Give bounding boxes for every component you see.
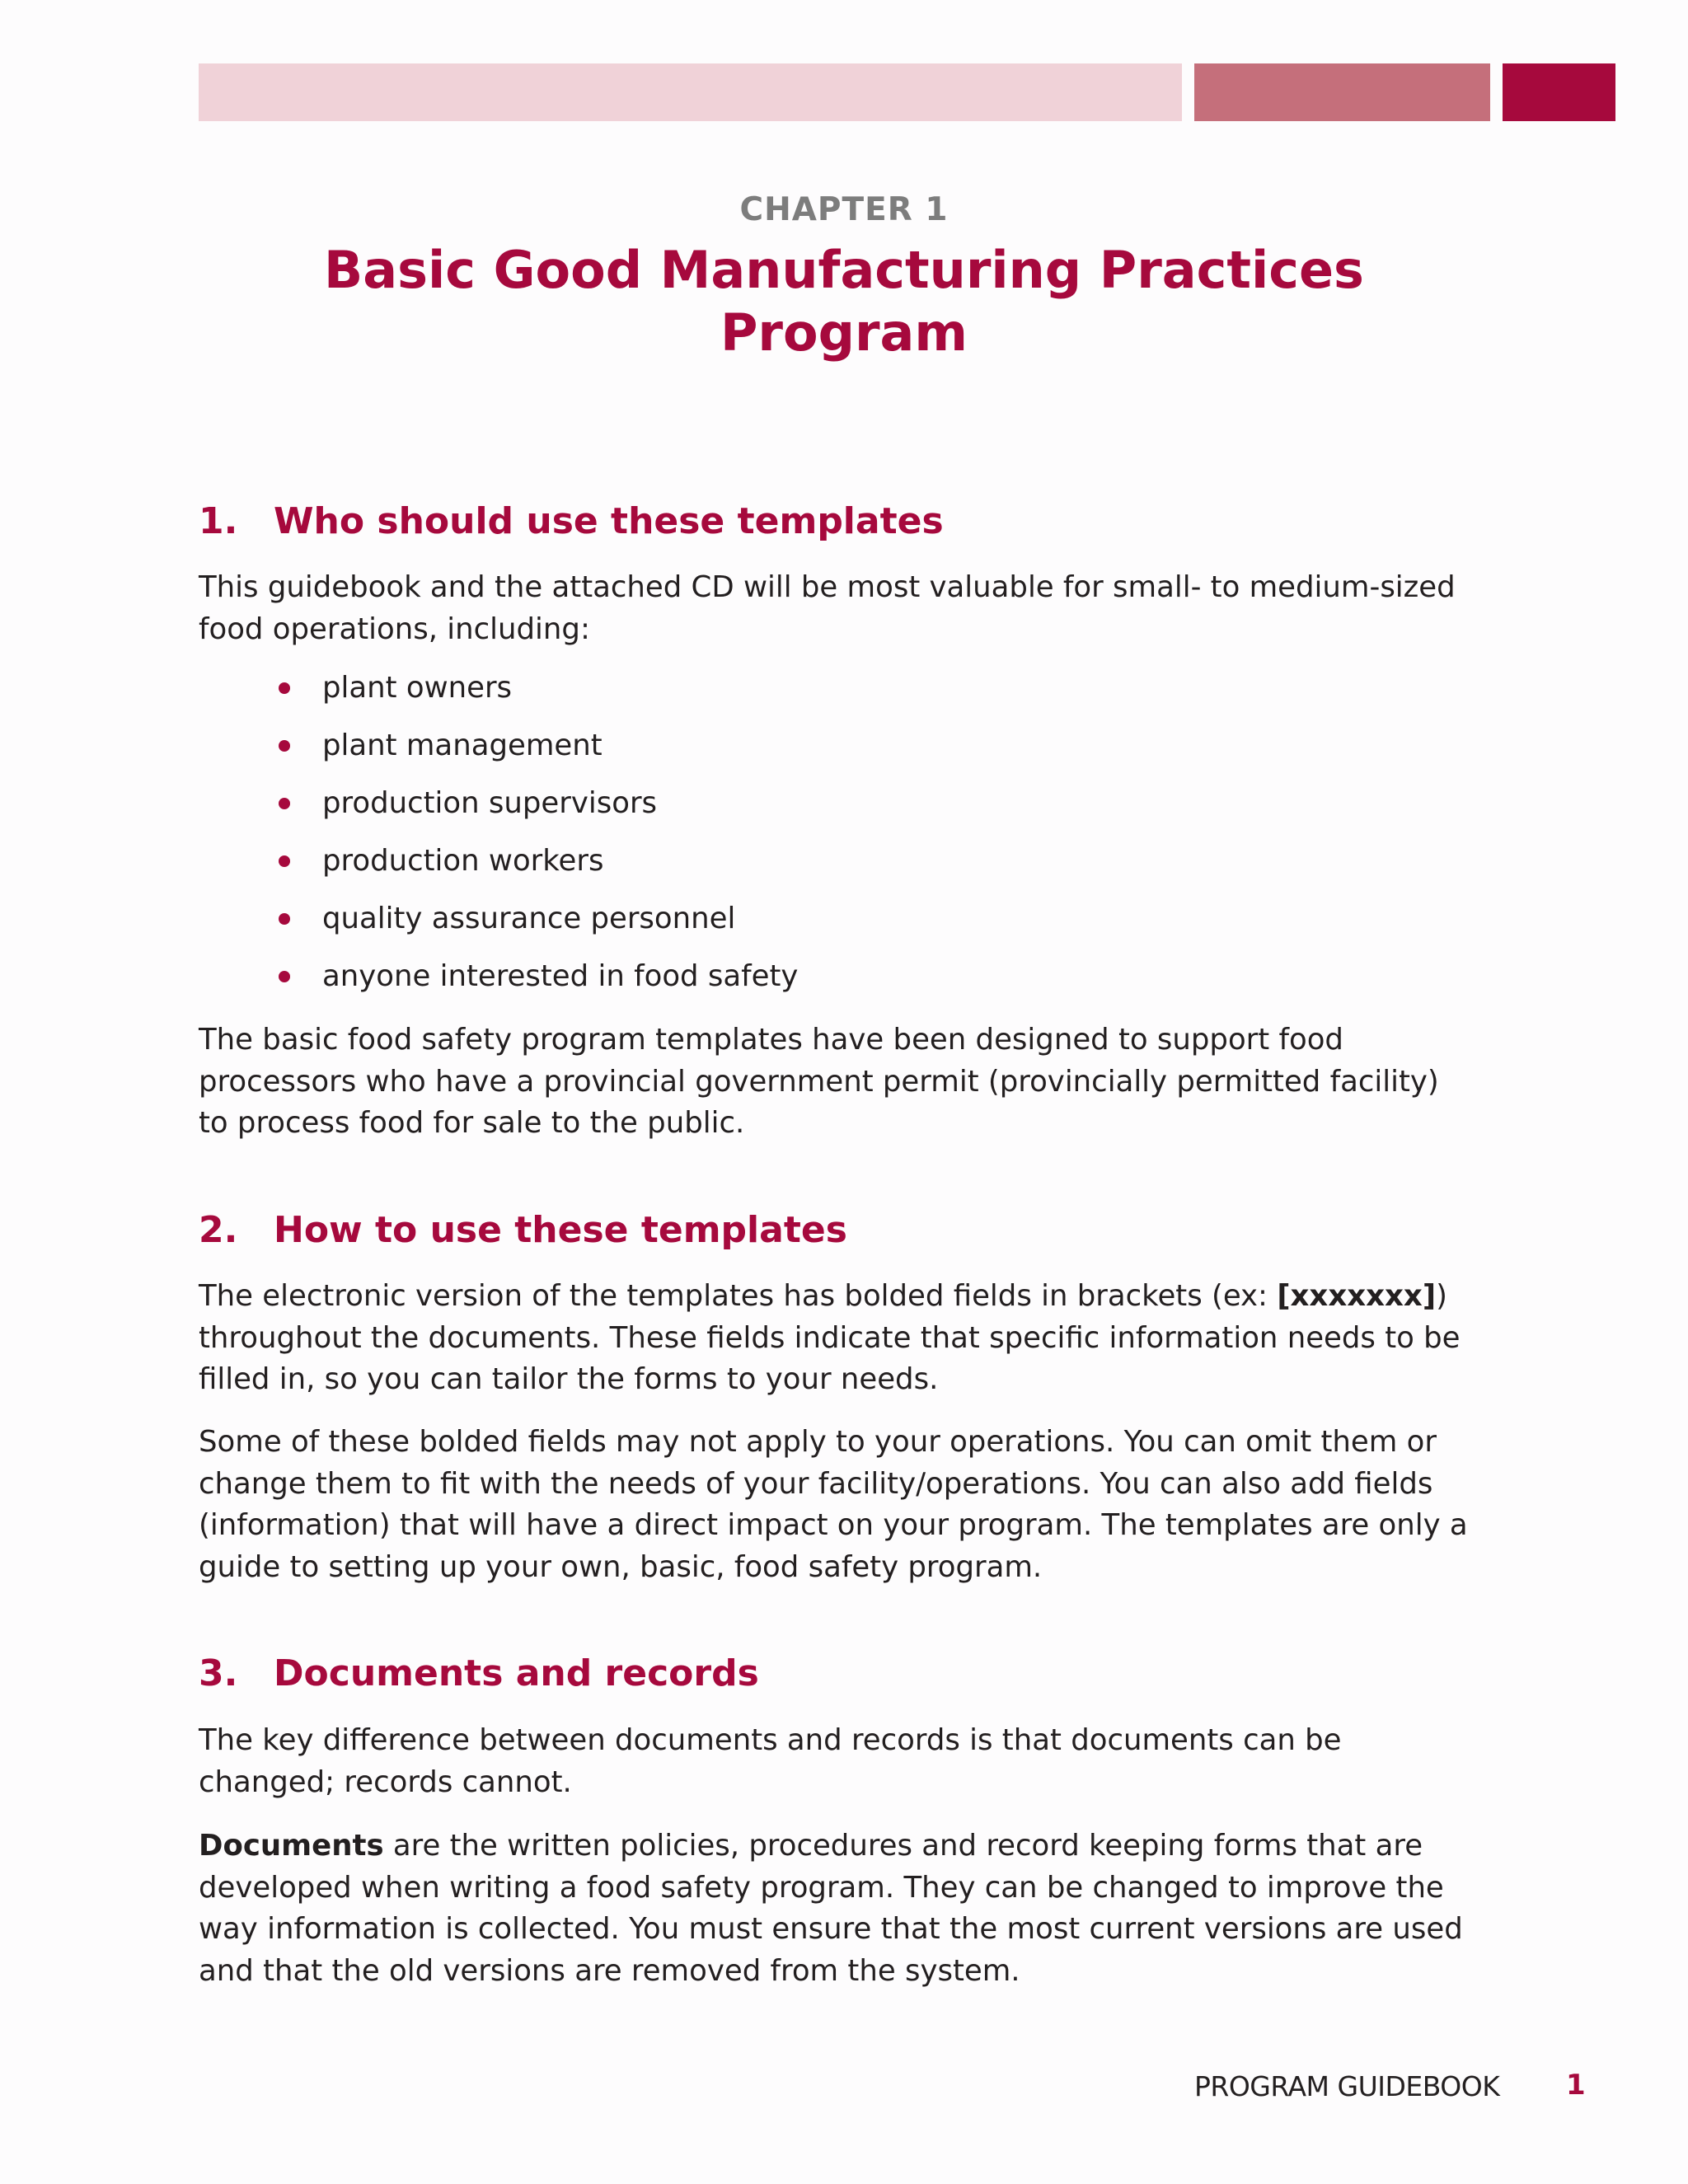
- header-band-mid: [1194, 63, 1490, 121]
- section-3-heading: [199, 1652, 759, 1694]
- bullet-icon: [279, 855, 290, 867]
- chapter-title-line2: Program: [720, 302, 968, 363]
- section-title: Who should use these templates: [274, 500, 944, 542]
- section-2-para-2: Some of these bolded fields may not apply to your operations. You can omit them or change them to fit with the needs of your facility/operations. You can also add fields (information) that will have a direct impact on your program. The templates are only a guide to setting up your own, basic, food safety program.: [199, 1425, 1468, 1584]
- chapter-title: [0, 239, 1688, 364]
- bullet-icon: [279, 682, 290, 694]
- bullet-icon: [279, 913, 290, 925]
- documents-term: Documents: [199, 1829, 384, 1863]
- section-title: How to use these templates: [274, 1209, 847, 1251]
- section-1-heading: [199, 500, 944, 542]
- section-2-para-1: The electronic version of the templates has bolded fields in brackets (ex: [xxxxxxx]) throughout the documents. These fields indicate that specific information needs to be filled in, so you can tailor the forms to your needs.: [199, 1279, 1461, 1396]
- header-band-light: [199, 63, 1182, 121]
- bullet-icon: [279, 971, 290, 982]
- page-number: 1: [1566, 2069, 1586, 2102]
- section-3-para-1: The key difference between documents and records is that documents can be changed; records cannot.: [199, 1723, 1342, 1799]
- bullet-icon: [279, 798, 290, 809]
- section-1-intro: This guidebook and the attached CD will be most valuable for small- to medium-sized food operations, including:: [199, 570, 1456, 646]
- section-1-closing: The basic food safety program templates have been designed to support food processors who have a provincial government permit (provincially permitted facility) to process food for sale to the public.: [199, 1023, 1439, 1140]
- template-field-example: [xxxxxxx]: [1277, 1279, 1437, 1313]
- chapter-label: CHAPTER 1: [739, 191, 949, 228]
- footer-label: PROGRAM GUIDEBOOK: [1194, 2070, 1500, 2102]
- section-number: 1.: [199, 500, 238, 542]
- section-title: Documents and records: [274, 1652, 759, 1694]
- section-number: 2.: [199, 1209, 238, 1251]
- header-band-dark: [1503, 63, 1615, 121]
- bullet-icon: [279, 740, 290, 752]
- chapter-title-line1: Basic Good Manufacturing Practices: [324, 240, 1364, 300]
- section-2-heading: [199, 1209, 847, 1251]
- section-3-para-2: Documents are the written policies, procedures and record keeping forms that are developed when writing a food safety program. They can be changed to improve the way information is collected. You must ensure that the most current versions are used and that the old versions are removed from the system.: [199, 1829, 1463, 1988]
- section-number: 3.: [199, 1652, 238, 1694]
